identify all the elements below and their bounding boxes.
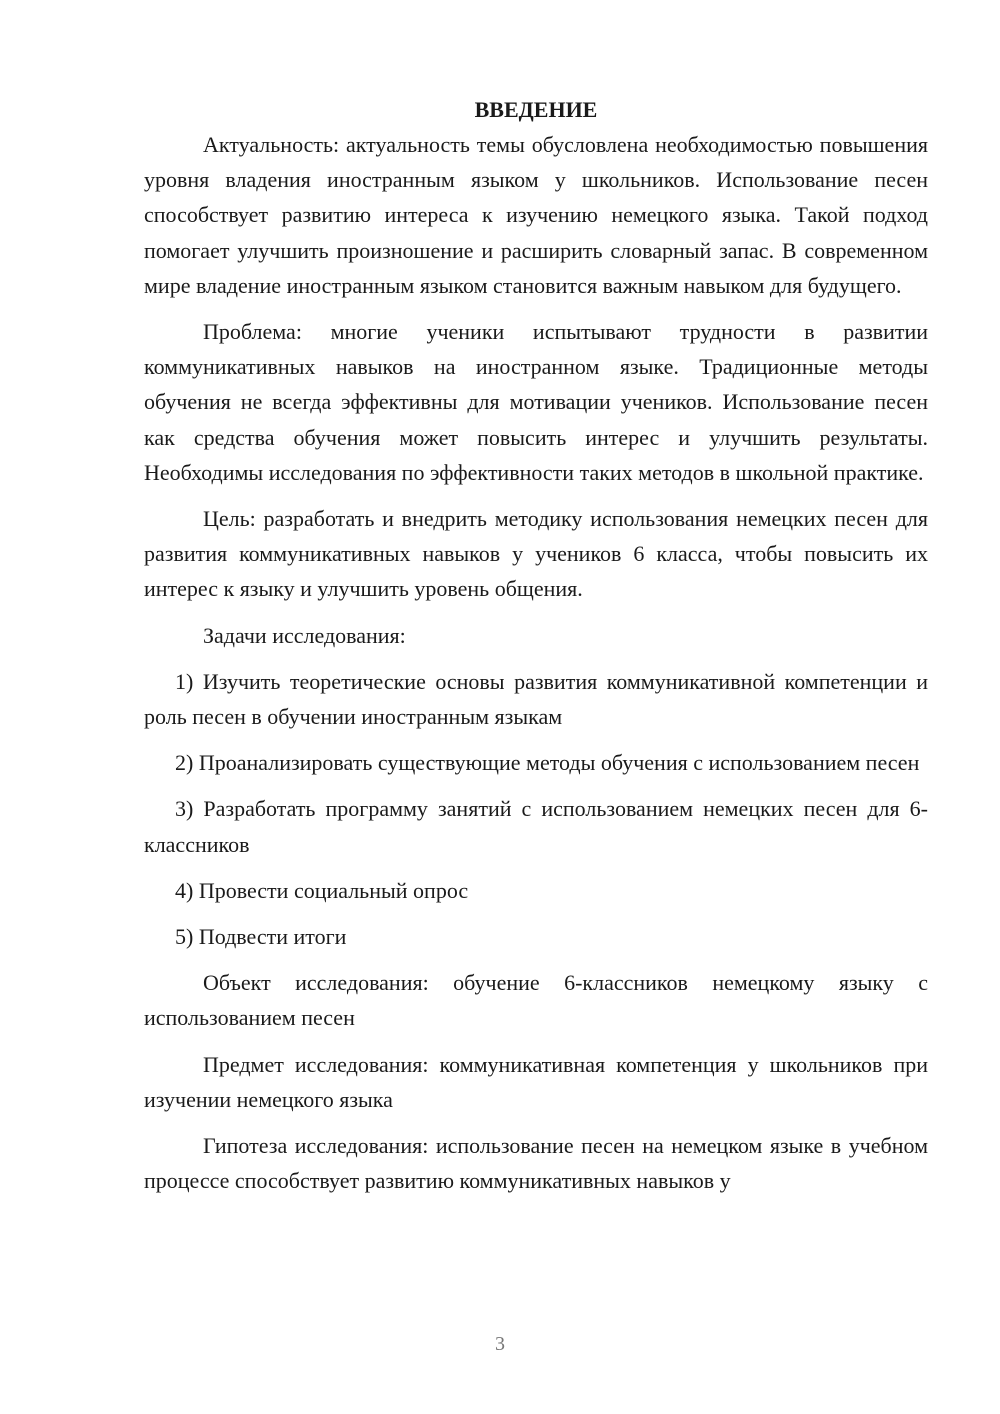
problem-paragraph: Проблема: многие ученики испытывают трудности в развитии коммуникативных навыков на иностранном языке. Традиционные методы обучения не всегда эффективны для мотивации учеников. Использование песен как средства обучения может повысить интерес и улучшить результаты. Необходимы исследования по эффективности таких методов в школьной практике.: [144, 319, 928, 485]
object-paragraph: Объект исследования: обучение 6-классников немецкому языку с использованием песен: [144, 970, 928, 1031]
task-item: 3) Разработать программу занятий с использованием немецких песен для 6-классников: [144, 796, 928, 857]
page-number: 3: [495, 1333, 505, 1355]
goal-paragraph: Цель: разработать и внедрить методику использования немецких песен для развития коммуникативных навыков у учеников 6 класса, чтобы повысить их интерес к языку и улучшить уровень общения.: [144, 506, 928, 602]
task-item: 1) Изучить теоретические основы развития коммуникативной компетенции и роль песен в обучении иностранным языкам: [144, 668, 928, 730]
tasks-title: Задачи исследования:: [203, 622, 406, 648]
subject-paragraph: Предмет исследования: коммуникативная компетенция у школьников при изучении немецкого языка: [144, 1051, 928, 1112]
task-item: 4) Провести социальный опрос: [175, 877, 469, 903]
page-title: ВВЕДЕНИЕ: [474, 97, 598, 122]
document-page: [144, 92, 928, 1209]
hypothesis-paragraph: Гипотеза исследования: использование песен на немецком языке в учебном процессе способствует развитию коммуникативных навыков у: [144, 1133, 928, 1194]
task-item: 2) Проанализировать существующие методы обучения с использованием песен: [175, 750, 920, 776]
relevance-paragraph: Актуальность: актуальность темы обусловлена необходимостью повышения уровня владения иностранным языком у школьников. Использование песен способствует развитию интереса к изучению немецкого языка. Такой подход помогает улучшить произношение и расширить словарный запас. В современном мире владение иностранным языком становится важным навыком для будущего.: [144, 132, 928, 298]
task-item: 5) Подвести итоги: [175, 924, 347, 950]
